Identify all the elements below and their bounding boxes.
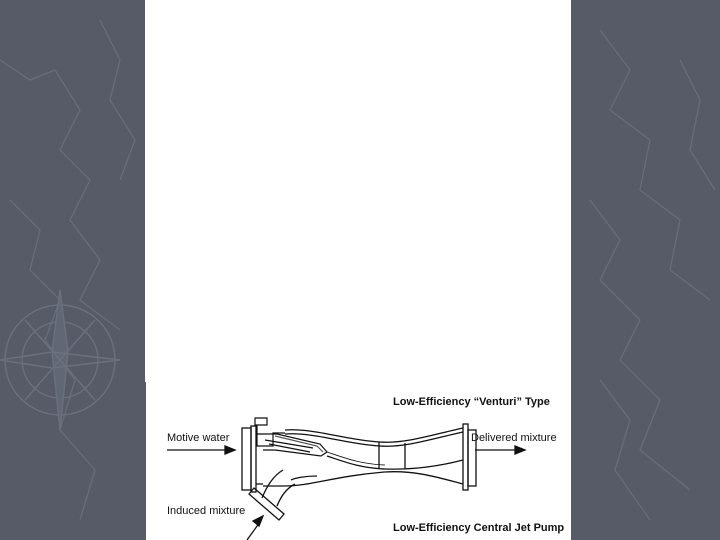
label-delivered-mixture: Delivered mixture	[471, 432, 557, 444]
nozzle-assembly	[255, 418, 327, 456]
inlet-flange	[242, 426, 263, 492]
jet-pump-diagram	[145, 0, 571, 540]
delivered-mixture-arrow	[475, 446, 525, 454]
compass-rose-icon	[0, 290, 120, 430]
label-induced-mixture: Induced mixture	[167, 505, 246, 517]
induced-mixture-arrow	[247, 516, 263, 540]
slide-content-panel	[145, 0, 571, 540]
motive-water-arrow	[167, 446, 235, 454]
caption-central-jet-pump: Low-Efficiency Central Jet Pump	[393, 522, 565, 534]
caption-venturi-type: Low-Efficiency “Venturi” Type	[393, 396, 550, 408]
venturi-body	[263, 428, 463, 486]
label-motive-water: Motive water	[167, 432, 230, 444]
induced-mixture-inlet	[249, 470, 317, 520]
